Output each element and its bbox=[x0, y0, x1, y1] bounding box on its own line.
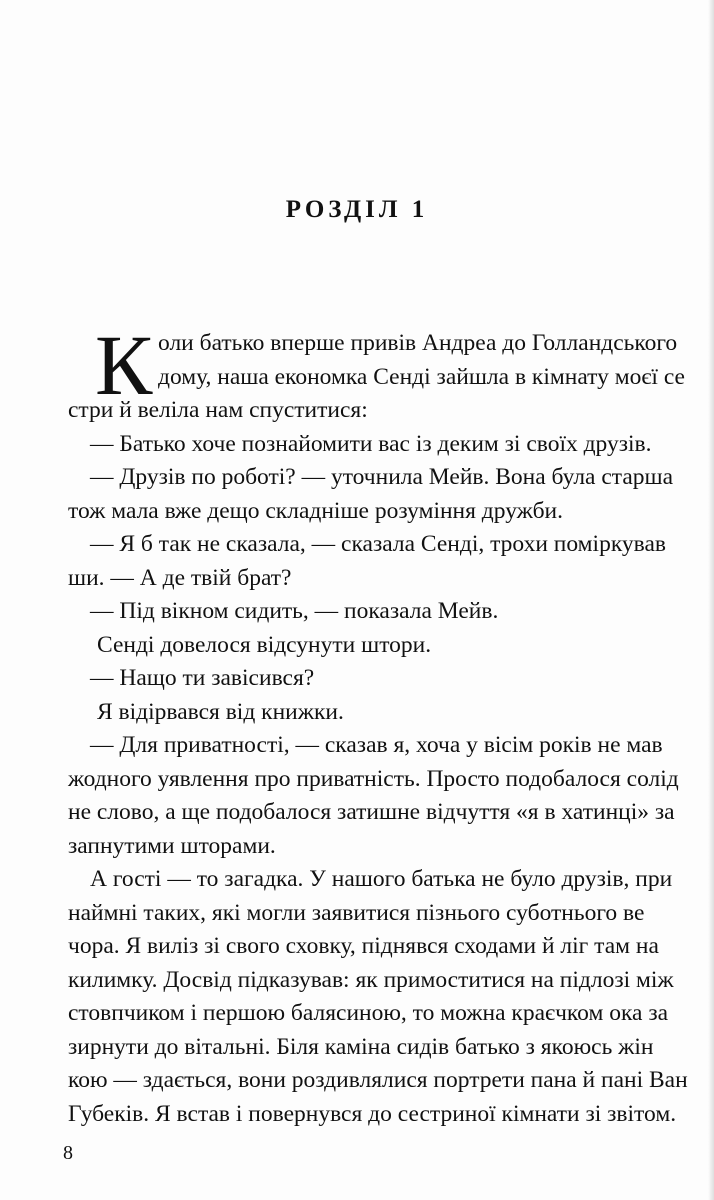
text-line: — Під вікном сидить, — показала Мейв. bbox=[90, 598, 499, 624]
text-line: ши. — А де твій брат? bbox=[68, 564, 292, 591]
text-line: — Я б так не сказала, — сказала Сенді, трохи поміркував bbox=[90, 531, 666, 557]
text-line: — Для приватності, — сказав я, хоча у вісім років не мав bbox=[90, 732, 663, 758]
text-line: дому, наша економка Сенді зайшла в кімнату моєї се bbox=[158, 363, 685, 390]
text-line: килимку. Досвід підказував: як примоститися на підлозі між bbox=[68, 966, 674, 993]
drop-cap: К bbox=[95, 317, 153, 413]
text-line: — Нащо ти завісився? bbox=[90, 665, 315, 691]
text-line: кою — здається, вони роздивлялися портрети пана й пані Ван bbox=[68, 1067, 688, 1093]
text-line: — Друзів по роботі? — уточнила Мейв. Вона була старша bbox=[90, 464, 674, 490]
text-line: Я відірвався від книжки. bbox=[97, 698, 344, 725]
text-line: — Батько хоче познайомити вас із деким зі своїх друзів. bbox=[90, 430, 652, 457]
text-line: оли батько вперше привів Андреа до Голландського bbox=[158, 330, 678, 356]
text-line: наймні таких, які могли заявитися пізнього суботнього ве bbox=[68, 899, 645, 926]
page-edge-shadow bbox=[708, 0, 714, 1200]
page-number: 8 bbox=[63, 1142, 73, 1164]
text-line: А гості — то загадка. У нашого батька не було друзів, при bbox=[90, 866, 673, 892]
text-line: тож мала вже дещо складніше розуміння дружби. bbox=[68, 497, 563, 524]
text-line: жодного уявлення про приватність. Просто подобалося солід bbox=[68, 765, 679, 792]
text-line: запнутими шторами. bbox=[68, 832, 276, 859]
text-line: зирнути до вітальні. Біля каміна сидів батько з якоюсь жін bbox=[68, 1033, 654, 1060]
text-line: чора. Я виліз зі свого сховку, піднявся сходами й ліг там на bbox=[68, 933, 659, 959]
text-line: Губеків. Я встав і повернувся до сестриної кімнати зі звітом. bbox=[68, 1100, 677, 1127]
text-line: стри й веліла нам спуститися: bbox=[68, 397, 368, 423]
chapter-title: РОЗДІЛ 1 bbox=[285, 196, 429, 223]
text-line: не слово, а ще подобалося затишне відчуття «я в хатинці» за bbox=[68, 799, 675, 825]
text-line: стовпчиком і першою балясиною, то можна краєчком ока за bbox=[68, 1000, 669, 1026]
text-line: Сенді довелося відсунути штори. bbox=[97, 631, 432, 658]
